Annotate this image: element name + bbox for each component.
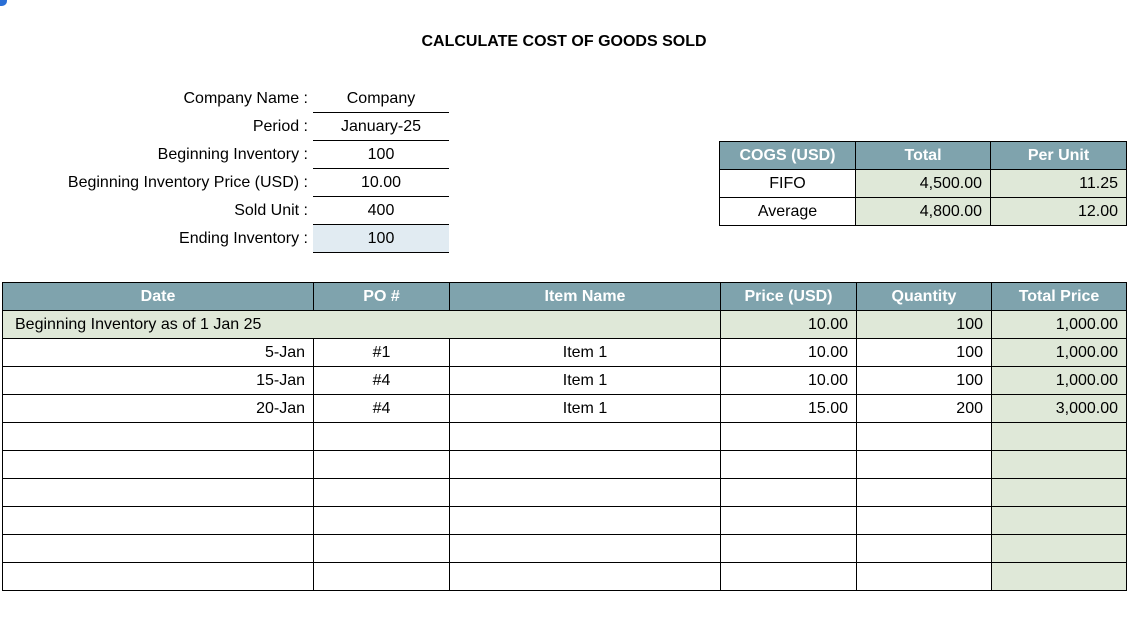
cogs-row-fifo (720, 170, 1127, 198)
item-name-cell[interactable] (450, 479, 721, 507)
total-price-cell[interactable]: 3,000.00 (992, 395, 1127, 423)
ledger-header-row (3, 283, 1127, 311)
table-row (3, 535, 1127, 563)
date-cell[interactable]: 20-Jan (3, 395, 314, 423)
sold-unit-label: Sold Unit : (234, 202, 308, 219)
total-price-cell[interactable]: 1,000.00 (992, 367, 1127, 395)
date-cell[interactable] (3, 479, 314, 507)
cogs-header-row (720, 142, 1127, 170)
po-cell[interactable] (314, 563, 450, 591)
po-cell[interactable]: #1 (314, 339, 450, 367)
quantity-cell[interactable] (857, 507, 992, 535)
header-date[interactable]: Date (3, 283, 314, 311)
price-cell[interactable]: 10.00 (721, 339, 857, 367)
price-cell[interactable] (721, 479, 857, 507)
total-price-cell[interactable]: 1,000.00 (992, 339, 1127, 367)
date-cell[interactable] (3, 535, 314, 563)
item-name-cell[interactable]: Item 1 (450, 395, 721, 423)
cogs-row-average (720, 198, 1127, 226)
period-label: Period : (252, 118, 308, 135)
table-row (3, 423, 1127, 451)
beginning-inventory-cell[interactable]: 100 (313, 141, 449, 169)
quantity-cell[interactable]: 100 (857, 367, 992, 395)
date-cell[interactable] (3, 507, 314, 535)
date-cell[interactable] (3, 451, 314, 479)
po-cell[interactable]: #4 (314, 395, 450, 423)
price-cell[interactable] (721, 507, 857, 535)
cogs-total-cell[interactable]: 4,800.00 (856, 198, 991, 226)
price-cell[interactable]: 10.00 (721, 311, 857, 339)
po-cell[interactable]: #4 (314, 367, 450, 395)
date-cell[interactable] (3, 563, 314, 591)
table-row (3, 507, 1127, 535)
po-cell[interactable] (314, 535, 450, 563)
po-cell[interactable] (314, 451, 450, 479)
item-name-cell[interactable] (450, 507, 721, 535)
quantity-cell[interactable] (857, 535, 992, 563)
table-row (3, 367, 1127, 395)
po-cell[interactable] (314, 507, 450, 535)
page-title: CALCULATE COST OF GOODS SOLD (421, 33, 707, 50)
company-name-cell[interactable]: Company (313, 85, 449, 113)
item-name-cell[interactable] (450, 423, 721, 451)
quantity-cell[interactable] (857, 563, 992, 591)
header-quantity[interactable]: Quantity (857, 283, 992, 311)
table-row (3, 479, 1127, 507)
total-price-cell[interactable] (992, 423, 1127, 451)
header-price[interactable]: Price (USD) (721, 283, 857, 311)
header-item-name[interactable]: Item Name (450, 283, 721, 311)
po-cell[interactable] (314, 479, 450, 507)
table-row (3, 339, 1127, 367)
cogs-header-total[interactable]: Total (856, 142, 991, 170)
quantity-cell[interactable]: 200 (857, 395, 992, 423)
date-cell[interactable] (3, 423, 314, 451)
price-cell[interactable]: 10.00 (721, 367, 857, 395)
item-name-cell[interactable] (450, 535, 721, 563)
price-cell[interactable] (721, 423, 857, 451)
cogs-per-unit-cell[interactable]: 12.00 (991, 198, 1127, 226)
quantity-cell[interactable] (857, 423, 992, 451)
ledger-table (2, 282, 1127, 591)
cogs-total-cell[interactable]: 4,500.00 (856, 170, 991, 198)
quantity-cell[interactable]: 100 (857, 311, 992, 339)
sold-unit-cell[interactable]: 400 (313, 197, 449, 225)
date-cell[interactable]: 5-Jan (3, 339, 314, 367)
corner-marker (0, 0, 7, 6)
ending-inventory-label: Ending Inventory : (179, 230, 308, 247)
price-cell[interactable] (721, 563, 857, 591)
cogs-table (719, 141, 1127, 226)
table-row (3, 563, 1127, 591)
period-cell[interactable]: January-25 (313, 113, 449, 141)
quantity-cell[interactable]: 100 (857, 339, 992, 367)
table-row (3, 451, 1127, 479)
item-name-cell[interactable] (450, 451, 721, 479)
ending-inventory-cell[interactable]: 100 (313, 225, 449, 253)
cogs-per-unit-cell[interactable]: 11.25 (991, 170, 1127, 198)
table-row (3, 395, 1127, 423)
beginning-price-cell[interactable]: 10.00 (313, 169, 449, 197)
total-price-cell[interactable] (992, 563, 1127, 591)
beginning-price-label: Beginning Inventory Price (USD) : (67, 174, 308, 191)
company-name-label: Company Name : (183, 90, 308, 107)
quantity-cell[interactable] (857, 451, 992, 479)
price-cell[interactable] (721, 451, 857, 479)
header-po[interactable]: PO # (314, 283, 450, 311)
cogs-method-cell[interactable]: FIFO (720, 170, 856, 198)
header-total-price[interactable]: Total Price (992, 283, 1127, 311)
cogs-method-cell[interactable]: Average (720, 198, 856, 226)
po-cell[interactable] (314, 423, 450, 451)
price-cell[interactable]: 15.00 (721, 395, 857, 423)
total-price-cell[interactable] (992, 535, 1127, 563)
item-name-cell[interactable] (450, 563, 721, 591)
total-price-cell[interactable] (992, 451, 1127, 479)
date-cell[interactable]: 15-Jan (3, 367, 314, 395)
total-price-cell[interactable] (992, 479, 1127, 507)
cogs-header-per-unit[interactable]: Per Unit (991, 142, 1127, 170)
quantity-cell[interactable] (857, 479, 992, 507)
total-price-cell[interactable] (992, 507, 1127, 535)
item-name-cell[interactable]: Item 1 (450, 367, 721, 395)
beginning-inventory-label: Beginning Inventory : (157, 146, 308, 163)
price-cell[interactable] (721, 535, 857, 563)
beginning-inventory-as-of-cell[interactable]: Beginning Inventory as of 1 Jan 25 (3, 311, 721, 339)
total-price-cell[interactable]: 1,000.00 (992, 311, 1127, 339)
beginning-inventory-row (3, 311, 1127, 339)
cogs-header-method[interactable]: COGS (USD) (720, 142, 856, 170)
item-name-cell[interactable]: Item 1 (450, 339, 721, 367)
